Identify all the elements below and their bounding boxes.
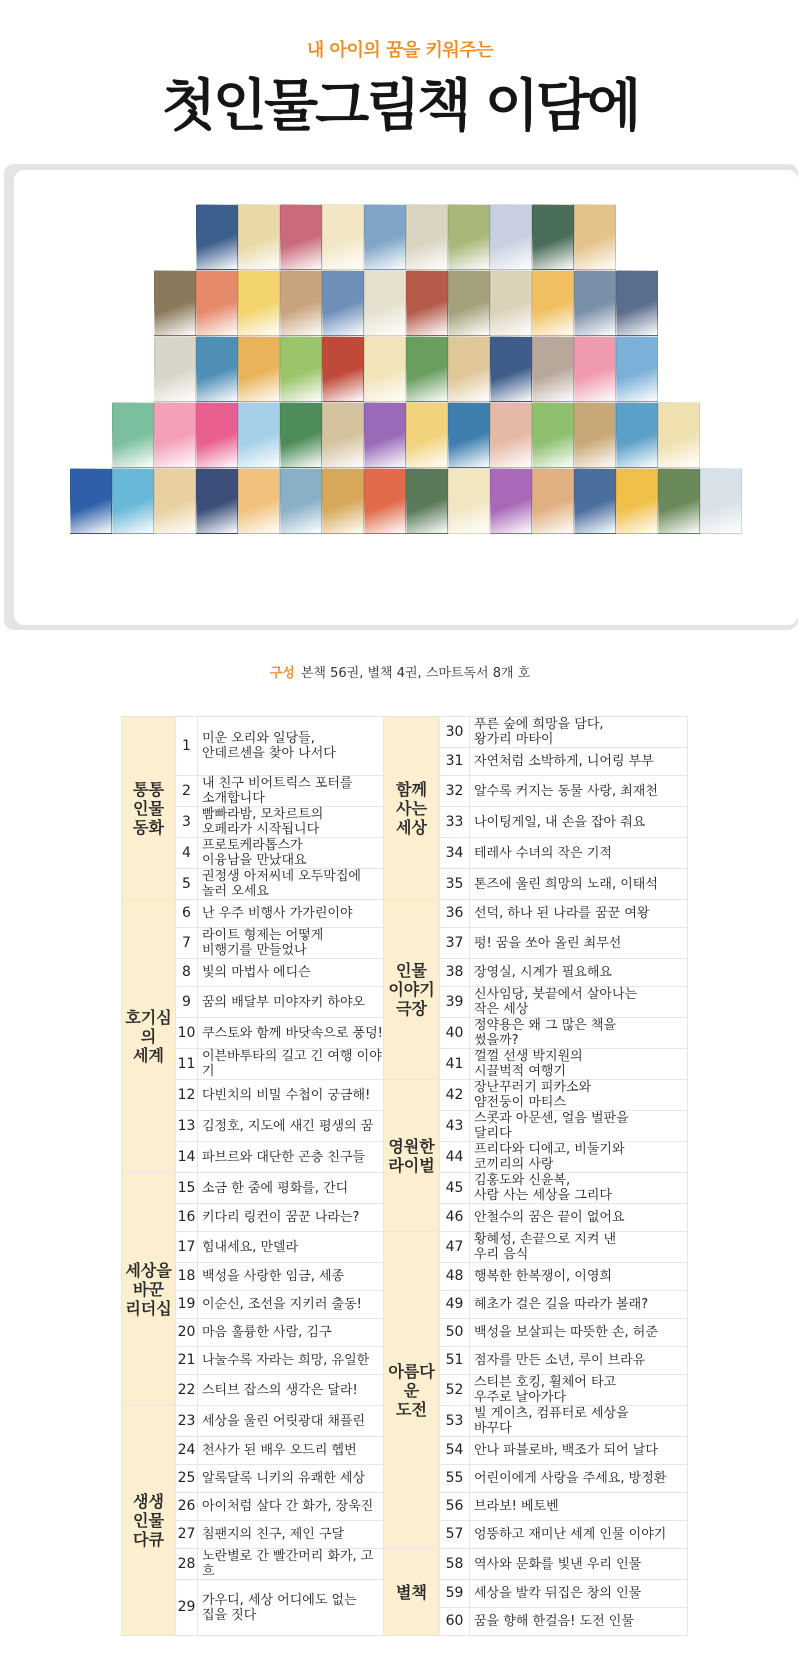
- book-number: 29: [176, 1580, 198, 1636]
- book-cover: [490, 204, 532, 270]
- book-cover: [490, 270, 532, 336]
- book-number: 37: [440, 928, 470, 959]
- book-title: 빌 게이츠, 컴퓨터로 세상을 바꾸다: [470, 1406, 688, 1437]
- book-cover: [574, 270, 616, 336]
- book-cover: [70, 468, 112, 534]
- book-title: 권정생 아저씨네 오두막집에 놀러 오세요: [198, 869, 384, 900]
- book-number: 48: [440, 1263, 470, 1291]
- book-title: 스티브 잡스의 생각은 달라!: [198, 1375, 384, 1406]
- book-title: 이순신, 조선을 지키러 출동!: [198, 1291, 384, 1319]
- book-number: 32: [440, 776, 470, 807]
- category-label: 함께 사는 세상: [384, 717, 440, 900]
- book-cover: [322, 270, 364, 336]
- book-cover: [238, 204, 280, 270]
- book-cover: [574, 402, 616, 468]
- category-label: 인물 이야기 극장: [384, 900, 440, 1080]
- book-cover: [238, 468, 280, 534]
- book-number: 5: [176, 869, 198, 900]
- book-title: 쿠스토와 함께 바닷속으로 풍덩!: [198, 1018, 384, 1049]
- book-number: 13: [176, 1111, 198, 1142]
- book-title: 스티븐 호킹, 휠체어 타고 우주로 날아가다: [470, 1375, 688, 1406]
- book-number: 34: [440, 838, 470, 869]
- book-title: 소금 한 줌에 평화를, 간디: [198, 1173, 384, 1204]
- book-cover: [490, 468, 532, 534]
- book-number: 18: [176, 1263, 198, 1291]
- book-number: 28: [176, 1549, 198, 1580]
- book-title: 자연처럼 소박하게, 니어링 부부: [470, 748, 688, 776]
- book-cover: [322, 336, 364, 402]
- book-cover: [280, 402, 322, 468]
- book-title: 마음 훌륭한 사람, 김구: [198, 1319, 384, 1347]
- book-number: 22: [176, 1375, 198, 1406]
- book-title: 천사가 된 배우 오드리 헵번: [198, 1437, 384, 1465]
- book-number: 50: [440, 1319, 470, 1347]
- book-cover: [280, 468, 322, 534]
- book-cover: [616, 270, 658, 336]
- book-title: 정약용은 왜 그 많은 책을 썼을까?: [470, 1018, 688, 1049]
- book-set-image: [14, 170, 798, 625]
- book-number: 42: [440, 1080, 470, 1111]
- book-number: 53: [440, 1406, 470, 1437]
- book-number: 57: [440, 1521, 470, 1549]
- book-cover: [196, 402, 238, 468]
- book-title: 파브르와 대단한 곤충 친구들: [198, 1142, 384, 1173]
- book-cover: [196, 204, 238, 270]
- book-number: 47: [440, 1232, 470, 1263]
- book-title: 엉뚱하고 재미난 세계 인물 이야기: [470, 1521, 688, 1549]
- book-number: 24: [176, 1437, 198, 1465]
- book-cover: [406, 204, 448, 270]
- book-number: 60: [440, 1608, 470, 1636]
- book-number: 33: [440, 807, 470, 838]
- book-title: 꿈을 향해 한걸음! 도전 인물: [470, 1608, 688, 1636]
- book-cover: [574, 468, 616, 534]
- book-number: 35: [440, 869, 470, 900]
- book-number: 51: [440, 1347, 470, 1375]
- book-title: 황혜성, 손끝으로 지켜 낸 우리 음식: [470, 1232, 688, 1263]
- book-cover: [196, 468, 238, 534]
- composition-label: 구성: [269, 666, 295, 681]
- book-cover: [364, 270, 406, 336]
- book-number: 43: [440, 1111, 470, 1142]
- book-cover: [154, 336, 196, 402]
- book-cover: [700, 468, 742, 534]
- table-row: [122, 900, 688, 928]
- book-cover: [406, 270, 448, 336]
- book-title: 장영실, 시계가 필요해요: [470, 959, 688, 987]
- book-number: 49: [440, 1291, 470, 1319]
- book-cover: [532, 270, 574, 336]
- category-label: 생생 인물 다큐: [122, 1406, 176, 1636]
- book-cover: [406, 336, 448, 402]
- book-list-table: [121, 716, 688, 1636]
- book-title: 톤즈에 울린 희망의 노래, 이태석: [470, 869, 688, 900]
- book-cover: [532, 204, 574, 270]
- book-number: 31: [440, 748, 470, 776]
- book-number: 23: [176, 1406, 198, 1437]
- book-title: 어린이에게 사랑을 주세요, 방정환: [470, 1465, 688, 1493]
- book-cover: [616, 468, 658, 534]
- table-row: [122, 717, 688, 748]
- book-title: 안나 파블로바, 백조가 되어 날다: [470, 1437, 688, 1465]
- book-cover: [322, 468, 364, 534]
- composition-text: 본책 56권, 별책 4권, 스마트독서 8개 호: [300, 666, 531, 681]
- book-set-image-frame: [4, 164, 798, 630]
- book-title: 가우디, 세상 어디에도 없는 집을 짓다: [198, 1580, 384, 1636]
- category-label: 세상을 바꾼 리더십: [122, 1173, 176, 1406]
- category-label: 통통 인물 동화: [122, 717, 176, 900]
- book-title: 키다리 링컨이 꿈꾼 나라는?: [198, 1204, 384, 1232]
- book-cover: [448, 204, 490, 270]
- book-title: 테레사 수녀의 작은 기적: [470, 838, 688, 869]
- book-title: 미운 오리와 일당들, 안데르센을 찾아 나서다: [198, 717, 384, 776]
- book-cover: [112, 402, 154, 468]
- book-cover: [238, 270, 280, 336]
- book-cover: [154, 402, 196, 468]
- category-label: 별책: [384, 1549, 440, 1636]
- book-title: 프리다와 디에고, 비둘기와 코끼리의 사랑: [470, 1142, 688, 1173]
- category-label: 호기심의 세계: [122, 900, 176, 1173]
- book-title: 알록달록 니키의 유쾌한 세상: [198, 1465, 384, 1493]
- book-number: 3: [176, 807, 198, 838]
- book-cover: [490, 336, 532, 402]
- book-number: 46: [440, 1204, 470, 1232]
- book-number: 36: [440, 900, 470, 928]
- book-title: 백성을 보살피는 따뜻한 손, 허준: [470, 1319, 688, 1347]
- table-row: [122, 1549, 688, 1580]
- book-title: 펑! 꿈을 쏘아 올린 최무선: [470, 928, 688, 959]
- book-number: 19: [176, 1291, 198, 1319]
- book-number: 17: [176, 1232, 198, 1263]
- book-pyramid: [14, 170, 798, 625]
- book-cover: [196, 270, 238, 336]
- book-title: 나눌수록 자라는 희망, 유일한: [198, 1347, 384, 1375]
- book-cover: [532, 402, 574, 468]
- book-number: 25: [176, 1465, 198, 1493]
- book-number: 2: [176, 776, 198, 807]
- book-cover: [616, 402, 658, 468]
- book-title: 김홍도와 신윤복, 사람 사는 세상을 그리다: [470, 1173, 688, 1204]
- book-title: 내 친구 비어트릭스 포터를 소개합니다: [198, 776, 384, 807]
- book-number: 1: [176, 717, 198, 776]
- book-title: 껄껄 선생 박지원의 시끌벅적 여행기: [470, 1049, 688, 1080]
- book-number: 15: [176, 1173, 198, 1204]
- book-title: 난 우주 비행사 가가린이야: [198, 900, 384, 928]
- book-cover: [238, 402, 280, 468]
- book-cover: [448, 270, 490, 336]
- book-number: 21: [176, 1347, 198, 1375]
- book-cover: [364, 468, 406, 534]
- book-title: 꿈의 배달부 미야자키 하야오: [198, 987, 384, 1018]
- book-title: 신사임당, 붓끝에서 살아나는 작은 세상: [470, 987, 688, 1018]
- book-number: 9: [176, 987, 198, 1018]
- book-cover: [196, 336, 238, 402]
- book-number: 4: [176, 838, 198, 869]
- book-title: 안철수의 꿈은 끝이 없어요: [470, 1204, 688, 1232]
- book-cover: [658, 402, 700, 468]
- book-title: 선덕, 하나 된 나라를 꿈꾼 여왕: [470, 900, 688, 928]
- book-cover: [364, 402, 406, 468]
- book-title: 알수록 커지는 동물 사랑, 최재천: [470, 776, 688, 807]
- book-title: 빰빠라밤, 모차르트의 오페라가 시작됩니다: [198, 807, 384, 838]
- book-cover: [280, 270, 322, 336]
- book-cover: [406, 402, 448, 468]
- book-number: 8: [176, 959, 198, 987]
- table-row: [122, 1232, 688, 1263]
- subtitle: 내 아이의 꿈을 키워주는: [306, 40, 494, 61]
- book-number: 52: [440, 1375, 470, 1406]
- category-label: 아름다운 도전: [384, 1232, 440, 1549]
- book-title: 노란별로 간 빨간머리 화가, 고흐: [198, 1549, 384, 1580]
- book-cover: [658, 468, 700, 534]
- book-title: 행복한 한복쟁이, 이영희: [470, 1263, 688, 1291]
- book-cover: [490, 402, 532, 468]
- book-cover: [364, 204, 406, 270]
- book-number: 38: [440, 959, 470, 987]
- book-number: 11: [176, 1049, 198, 1080]
- book-cover: [112, 468, 154, 534]
- book-title: 스콧과 아문센, 얼음 벌판을 달리다: [470, 1111, 688, 1142]
- table-row: [122, 1080, 688, 1111]
- book-cover: [238, 336, 280, 402]
- book-cover: [532, 468, 574, 534]
- book-title: 빛의 마법사 에디슨: [198, 959, 384, 987]
- book-title: 역사와 문화를 빛낸 우리 인물: [470, 1549, 688, 1580]
- book-number: 56: [440, 1493, 470, 1521]
- book-number: 40: [440, 1018, 470, 1049]
- book-title: 브라보! 베토벤: [470, 1493, 688, 1521]
- book-title: 김정호, 지도에 새긴 평생의 꿈: [198, 1111, 384, 1142]
- composition-caption: [0, 662, 800, 681]
- book-number: 10: [176, 1018, 198, 1049]
- book-number: 26: [176, 1493, 198, 1521]
- book-cover: [616, 336, 658, 402]
- book-number: 45: [440, 1173, 470, 1204]
- book-title: 세상을 울린 어릿광대 채플린: [198, 1406, 384, 1437]
- book-number: 41: [440, 1049, 470, 1080]
- book-title: 나이팅게일, 내 손을 잡아 줘요: [470, 807, 688, 838]
- book-cover: [154, 270, 196, 336]
- category-label: 영원한 라이벌: [384, 1080, 440, 1232]
- book-cover: [574, 336, 616, 402]
- book-title: 아이처럼 살다 간 화가, 장욱진: [198, 1493, 384, 1521]
- book-number: 54: [440, 1437, 470, 1465]
- book-number: 30: [440, 717, 470, 748]
- book-cover: [448, 468, 490, 534]
- book-title: 세상을 발칵 뒤집은 창의 인물: [470, 1580, 688, 1608]
- book-cover: [448, 402, 490, 468]
- book-number: 20: [176, 1319, 198, 1347]
- book-cover: [280, 336, 322, 402]
- book-title: 장난꾸러기 피카소와 얌전둥이 마티스: [470, 1080, 688, 1111]
- book-title: 점자를 만든 소년, 루이 브라유: [470, 1347, 688, 1375]
- page-title: 첫인물그림책 이담에: [161, 74, 639, 139]
- book-cover: [448, 336, 490, 402]
- book-number: 6: [176, 900, 198, 928]
- book-number: 7: [176, 928, 198, 959]
- book-cover: [322, 204, 364, 270]
- book-cover: [532, 336, 574, 402]
- book-title: 침팬지의 친구, 제인 구달: [198, 1521, 384, 1549]
- book-title: 푸른 숲에 희망을 담다, 왕가리 마타이: [470, 717, 688, 748]
- book-number: 14: [176, 1142, 198, 1173]
- book-number: 27: [176, 1521, 198, 1549]
- book-number: 44: [440, 1142, 470, 1173]
- book-cover: [406, 468, 448, 534]
- book-number: 12: [176, 1080, 198, 1111]
- book-title: 헤초가 걸은 길을 따라가 볼래?: [470, 1291, 688, 1319]
- book-number: 58: [440, 1549, 470, 1580]
- book-cover: [322, 402, 364, 468]
- book-cover: [364, 336, 406, 402]
- book-number: 59: [440, 1580, 470, 1608]
- book-cover: [574, 204, 616, 270]
- book-title: 이븐바투타의 길고 긴 여행 이야기: [198, 1049, 384, 1080]
- book-title: 백성을 사랑한 임금, 세종: [198, 1263, 384, 1291]
- book-cover: [280, 204, 322, 270]
- book-number: 16: [176, 1204, 198, 1232]
- book-title: 힘내세요, 만델라: [198, 1232, 384, 1263]
- book-title: 라이트 형제는 어떻게 비행기를 만들었나: [198, 928, 384, 959]
- book-title: 프로토케라톱스가 이융남을 만났대요: [198, 838, 384, 869]
- book-number: 39: [440, 987, 470, 1018]
- book-number: 55: [440, 1465, 470, 1493]
- book-title: 다빈치의 비밀 수첩이 궁금해!: [198, 1080, 384, 1111]
- book-cover: [154, 468, 196, 534]
